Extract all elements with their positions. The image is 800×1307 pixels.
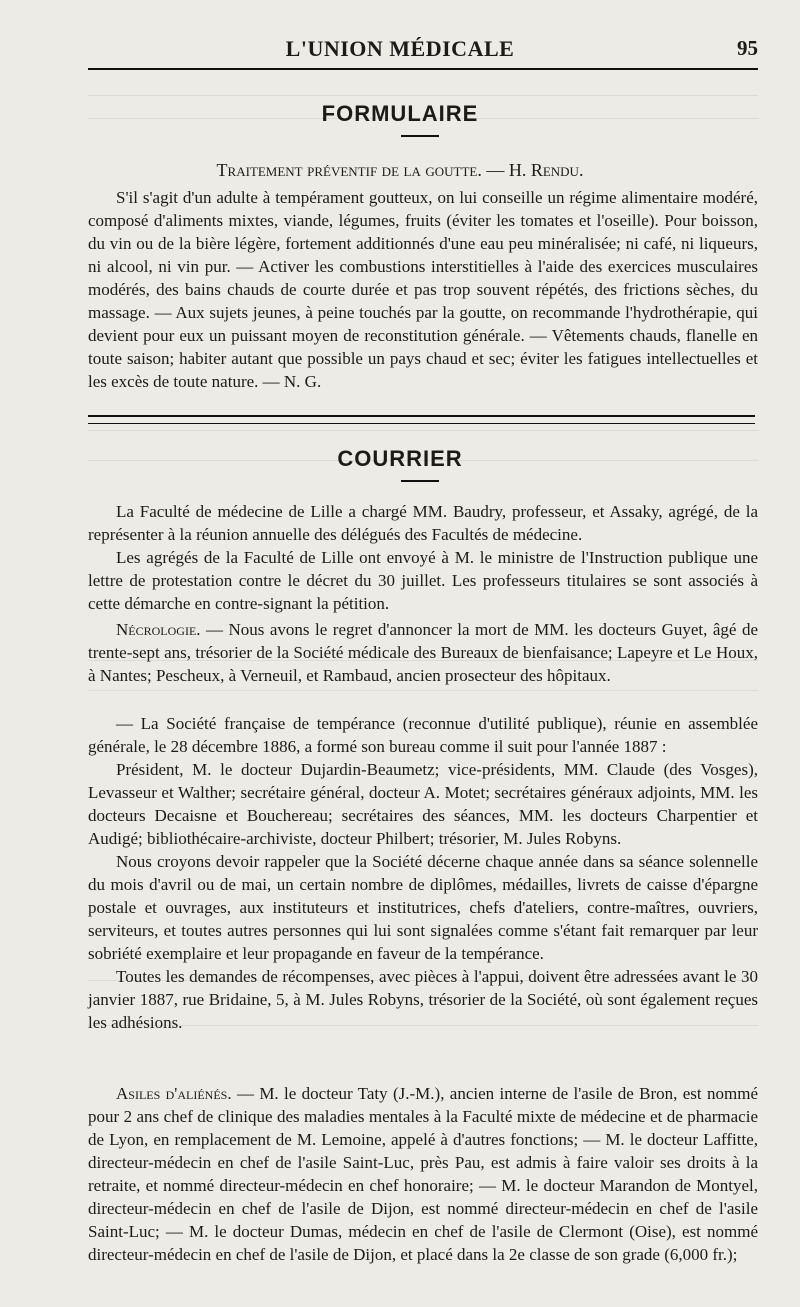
header-rule [88,68,758,70]
necrologie-label: Nécrologie. [116,620,201,639]
necrologie-paragraph [88,618,758,687]
section-title-courrier: COURRIER [337,446,463,471]
temperance-paragraph-1: — La Société française de tempérance (reconnue d'utilité publique), réunie en assemblée générale, le 28 décembre 1886, a formé son bureau comme il suit pour l'année 1887 : [88,714,758,756]
formulaire-subheading: Traitement préventif de la goutte. — H. Rendu. [216,160,584,180]
courrier-intro-block [88,500,758,615]
formulaire-paragraph: S'il s'agit d'un adulte à tempérament goutteux, on lui conseille un régime alimentaire modéré, composé d'aliments mixtes, viande, légumes, fruits (éviter les tomates et l'oseille). Pour boisson, du vin ou de la bière légère, fortement additionnés d'une eau peu minéralisée; ni café, ni liqueurs, ni alcool, ni vin pur. — Activer les combustions interstitielles à l'aide des exercices musculaires modérés, des bains chauds de courte durée et pas trop souvent répétés, des frictions sèches, du massage. — Aux sujets jeunes, à peine touchés par la goutte, on recommande l'hydrothérapie, qui devient pour eux un puissant moyen de reconstitution générale. — Vêtements chauds, flanelle en toute saison; habiter autant que possible un pays chaud et sec; éviter les fatigues intellectuelles et les excès de toute nature. — N. G. [88,188,758,391]
temperance-paragraph-3: Nous croyons devoir rappeler que la Société décerne chaque année dans sa séance solennelle du mois d'avril ou de mai, un certain nombre de diplômes, médailles, livrets de caisse d'épargne postale et ouvrages, aux instituteurs et institutrices, chefs d'ateliers, contre-maîtres, ouvriers, serviteurs, et toutes autres personnes qui lui sont signalées comme s'étant fait remarquer par leur sobriété exemplaire et leur propagande en faveur de la tempérance. [88,852,758,963]
section-rule-formulaire [401,135,439,137]
page-header [0,36,800,68]
section-rule-courrier [401,480,439,482]
necrologie-block [88,618,758,687]
asiles-label: Asiles d'aliénés. [116,1084,232,1103]
formulaire-body [88,186,758,393]
temperance-block [88,712,758,1034]
section-title-formulaire: FORMULAIRE [321,101,479,126]
page-number: 95 [737,36,758,60]
courrier-paragraph-1: La Faculté de médecine de Lille a chargé MM. Baudry, professeur, et Assaky, agrégé, de la représenter à la réunion annuelle des délégués des Facultés de médecine. [88,502,758,544]
asiles-block [88,1082,758,1266]
courrier-paragraph-2: Les agrégés de la Faculté de Lille ont envoyé à M. le ministre de l'Instruction publique une lettre de protestation contre le décret du 30 juillet. Les professeurs titulaires se sont associés à cette démarche en contre-signant la pétition. [88,548,758,613]
temperance-paragraph-4: Toutes les demandes de récompenses, avec pièces à l'appui, doivent être adressées avant le 30 janvier 1887, rue Bridaine, 5, à M. Jules Robyns, trésorier de la Société, où sont également reçues les adhésions. [88,967,758,1032]
temperance-paragraph-2: Président, M. le docteur Dujardin-Beaumetz; vice-présidents, MM. Claude (des Vosges), Levasseur et Walther; secrétaire général, docteur A. Motet; secrétaires généraux adjoints, MM. les docteurs Decaisne et Bouchereau; secrétaires des séances, MM. les docteurs Charpentier et Audigé; bibliothécaire-archiviste, docteur Philbert; trésorier, M. Jules Robyns. [88,760,758,848]
asiles-text: — M. le docteur Taty (J.-M.), ancien interne de l'asile de Bron, est nommé pour 2 ans chef de clinique des maladies mentales à la Faculté mixte de médecine et de pharmacie de Lyon, en remplacement de M. Lemoine, appelé à d'autres fonctions; — M. le docteur Laffitte, directeur-médecin en chef de l'asile Saint-Luc, près Pau, est admis à faire valoir ses droits à la retraite, et nommé directeur-médecin en chef honoraire; — M. le docteur Marandon de Montyel, directeur-médecin en chef de l'asile de Dijon, est nommé directeur-médecin en chef de l'asile Saint-Luc; — M. le docteur Dumas, médecin en chef de l'asile de Clermont (Oise), est nommé directeur-médecin en chef de l'asile de Dijon, et placé dans la 2e classe de son grade (6,000 fr.); [88,1084,758,1264]
necrologie-text: — Nous avons le regret d'annoncer la mort de MM. les docteurs Guyet, âgé de trente-sept ans, trésorier de la Société médicale des Bureaux de bienfaisance; Lapeyre et Le Houx, à Nantes; Pescheux, à Verneuil, et Rambaud, ancien prosecteur des hôpitaux. [88,620,758,685]
section-divider [88,415,755,424]
running-title: L'UNION MÉDICALE [285,36,515,61]
asiles-paragraph [88,1082,758,1266]
